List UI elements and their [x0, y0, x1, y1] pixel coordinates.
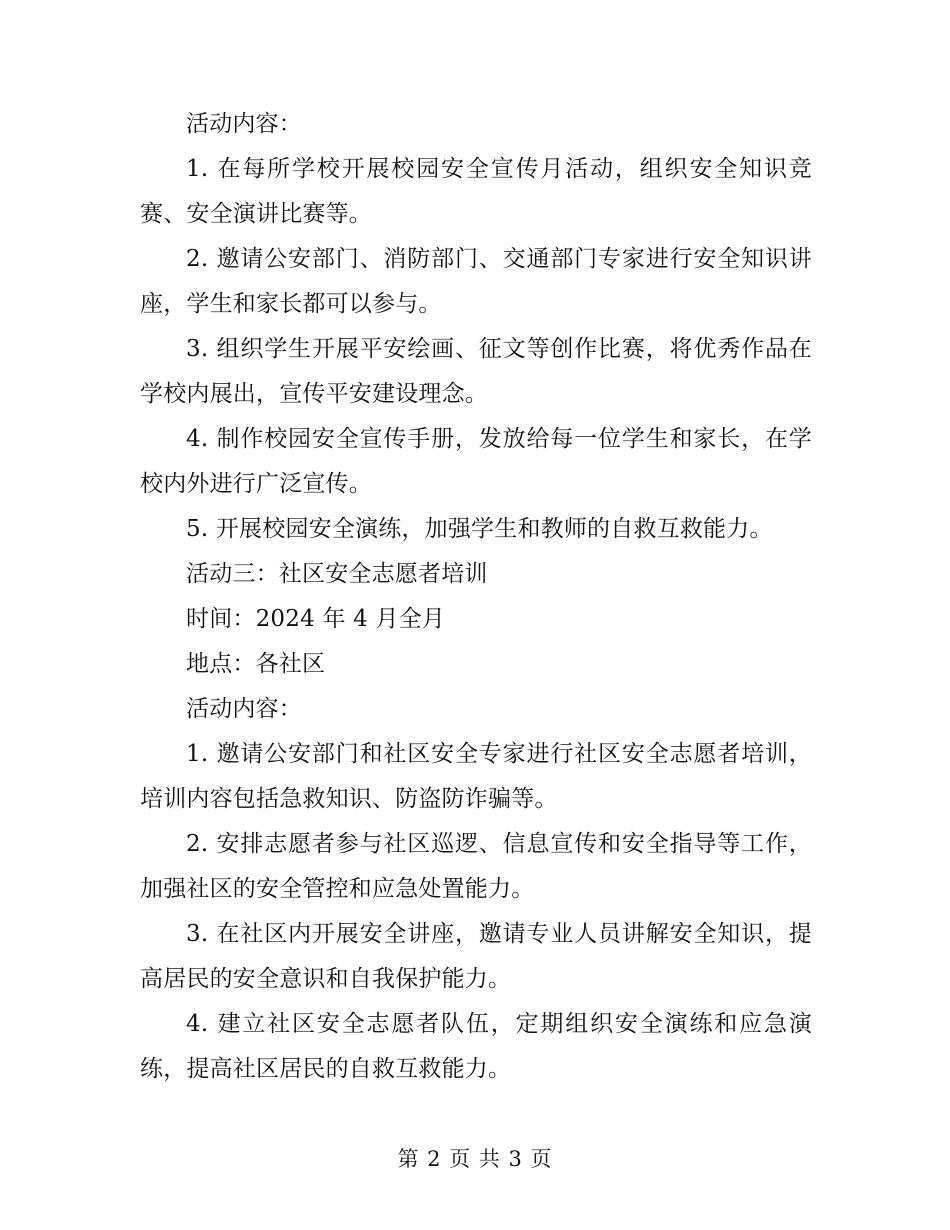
- paragraph-community-item-4: 4. 建立社区安全志愿者队伍，定期组织安全演练和应急演练，提高社区居民的自救互救能力。: [140, 1011, 812, 1082]
- paragraph-school-item-2: 2. 邀请公安部门、消防部门、交通部门专家进行安全知识讲座，学生和家长都可以参与。: [140, 246, 812, 317]
- paragraph-school-item-1: 1. 在每所学校开展校园安全宣传月活动，组织安全知识竞赛、安全演讲比赛等。: [140, 156, 812, 227]
- paragraph-school-item-3: 3. 组织学生开展平安绘画、征文等创作比赛，将优秀作品在学校内展出，宣传平安建设理念。: [140, 336, 812, 407]
- paragraph-community-item-3: 3. 在社区内开展安全讲座，邀请专业人员讲解安全知识，提高居民的安全意识和自我保护能力。: [140, 921, 812, 992]
- document-body: [140, 102, 812, 1092]
- paragraph-school-item-5: 5. 开展校园安全演练，加强学生和教师的自救互救能力。: [186, 516, 773, 542]
- paragraph-school-item-4: 4. 制作校园安全宣传手册，发放给每一位学生和家长，在学校内外进行广泛宣传。: [140, 426, 812, 497]
- paragraph-community-item-1: 1. 邀请公安部门和社区安全专家进行社区安全志愿者培训，培训内容包括急救知识、防盗防诈骗等。: [140, 741, 812, 812]
- paragraph-activity-time: 时间：2024 年 4 月全月: [186, 606, 446, 632]
- page-number-footer: 第 2 页 共 3 页: [397, 1147, 553, 1171]
- paragraph-activity-content-heading-2: 活动内容：: [186, 696, 302, 722]
- paragraph-activity-location: 地点：各社区: [186, 651, 326, 677]
- paragraph-community-item-2: 2. 安排志愿者参与社区巡逻、信息宣传和安全指导等工作，加强社区的安全管控和应急处置能力。: [140, 831, 812, 902]
- paragraph-activity-content-heading: 活动内容：: [186, 111, 302, 137]
- paragraph-activity-three-title: 活动三：社区安全志愿者培训: [186, 561, 488, 587]
